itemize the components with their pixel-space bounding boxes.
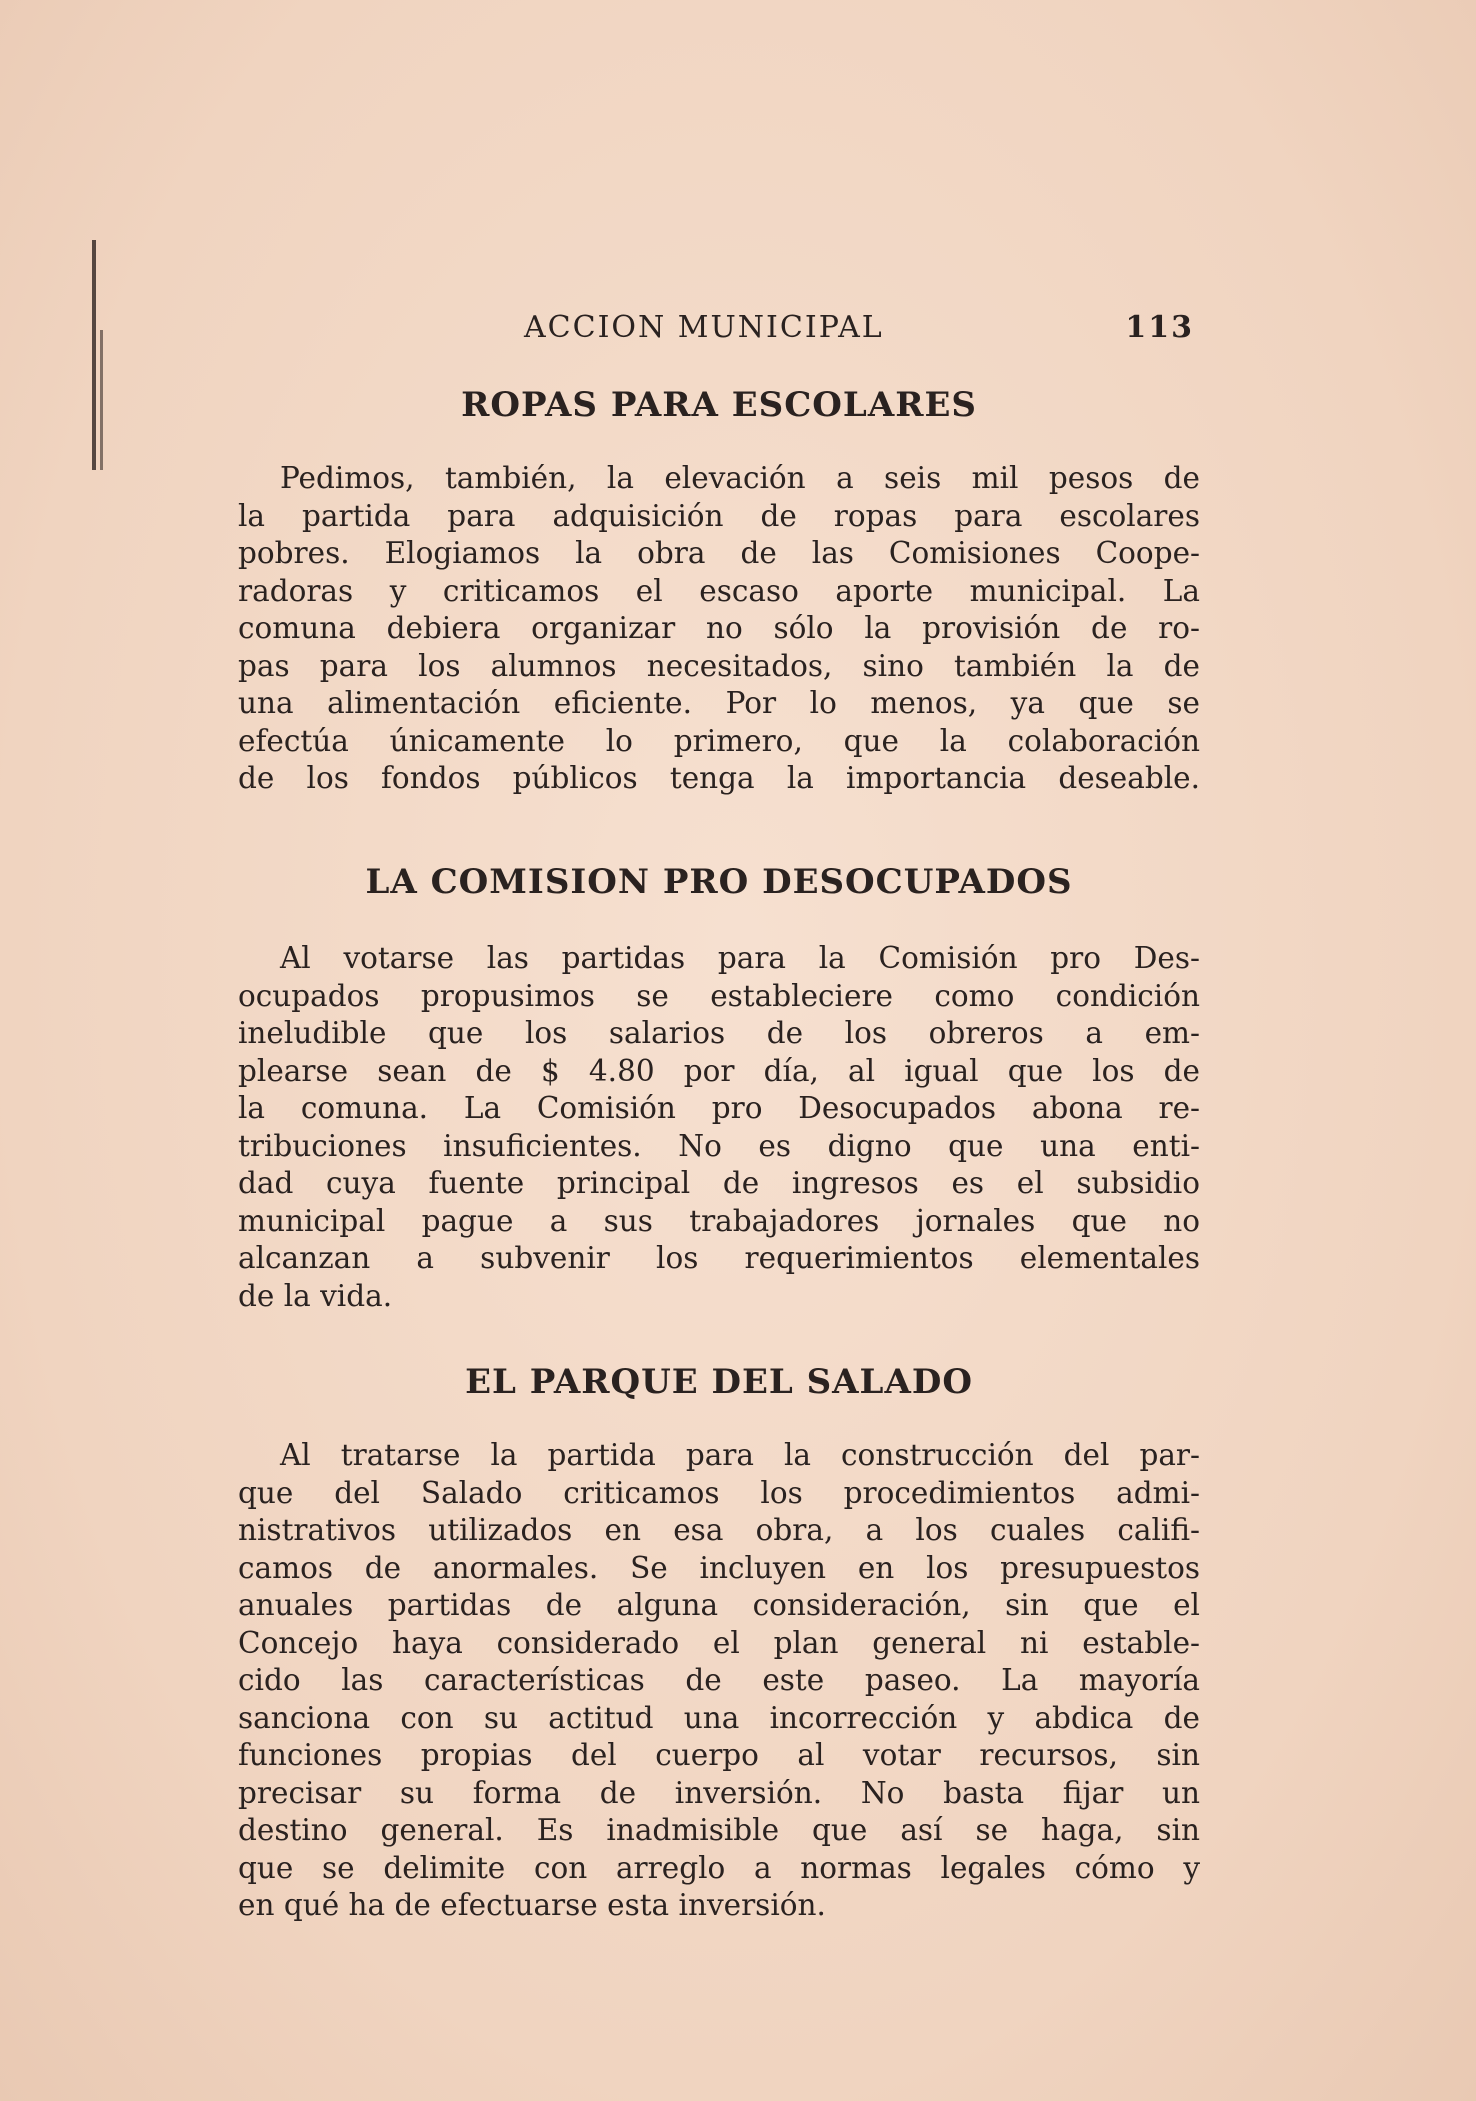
- section-heading: EL PARQUE DEL SALADO: [465, 1362, 973, 1402]
- text-line: Al votarse las partidas para la Comisión pro Des-: [280, 941, 1200, 975]
- text-line: municipal pague a sus trabajadores jornales que no: [238, 1203, 1200, 1238]
- text-line: en qué ha de efectuarse esta inversión.: [238, 1888, 826, 1922]
- text-line: plearse sean de $ 4.80 por día, al igual que los de: [238, 1053, 1200, 1088]
- text-line: ocupados propusimos se estableciere como condición: [238, 978, 1200, 1013]
- text-line: precisar su forma de inversión. No basta fijar un: [238, 1775, 1200, 1810]
- text-line: pas para los alumnos necesitados, sino también la de: [238, 648, 1200, 683]
- text-line: comuna debiera organizar no sólo la provisión de ro-: [238, 611, 1200, 645]
- text-line: la comuna. La Comisión pro Desocupados abona re-: [238, 1091, 1200, 1125]
- section-heading: ROPAS PARA ESCOLARES: [461, 385, 977, 425]
- text-line: tribuciones insuficientes. No es digno que una enti-: [238, 1128, 1200, 1163]
- section-paragraph: [238, 460, 1200, 798]
- text-line: Concejo haya considerado el plan general ni estable-: [238, 1625, 1200, 1660]
- section-paragraph: [238, 940, 1200, 1315]
- running-title: ACCION MUNICIPAL: [524, 310, 884, 345]
- section-heading: LA COMISION PRO DESOCUPADOS: [365, 862, 1073, 902]
- text-line: cido las características de este paseo. La mayoría: [238, 1663, 1200, 1697]
- text-line: nistrativos utilizados en esa obra, a los cuales califi-: [238, 1513, 1200, 1547]
- text-line: que del Salado criticamos los procedimientos admi-: [238, 1475, 1200, 1510]
- section-paragraph: [238, 1437, 1200, 1925]
- text-line: camos de anormales. Se incluyen en los presupuestos: [238, 1550, 1200, 1585]
- text-line: que se delimite con arreglo a normas legales cómo y: [238, 1850, 1200, 1885]
- text-line: la partida para adquisición de ropas para escolares: [238, 498, 1200, 533]
- text-line: una alimentación eficiente. Por lo menos, ya que se: [238, 686, 1200, 720]
- text-line: de los fondos públicos tenga la importancia deseable.: [238, 761, 1200, 795]
- text-line: dad cuya fuente principal de ingresos es el subsidio: [238, 1166, 1200, 1200]
- page-number: 113: [1125, 310, 1194, 345]
- text-line: Al tratarse la partida para la construcción del par-: [280, 1438, 1200, 1472]
- binding-shadow: [92, 240, 96, 470]
- binding-shadow: [100, 330, 103, 470]
- text-line: funciones propias del cuerpo al votar recursos, sin: [238, 1738, 1200, 1772]
- text-line: de la vida.: [238, 1278, 393, 1313]
- text-line: destino general. Es inadmisible que así se haga, sin: [238, 1813, 1200, 1847]
- running-header: [524, 310, 1194, 350]
- text-line: sanciona con su actitud una incorrección y abdica de: [238, 1700, 1200, 1735]
- text-line: pobres. Elogiamos la obra de las Comisiones Coope-: [238, 536, 1200, 570]
- text-line: anuales partidas de alguna consideración, sin que el: [238, 1588, 1200, 1622]
- text-line: radoras y criticamos el escaso aporte municipal. La: [238, 573, 1200, 608]
- text-line: efectúa únicamente lo primero, que la colaboración: [238, 723, 1200, 758]
- text-line: ineludible que los salarios de los obreros a em-: [238, 1016, 1200, 1050]
- text-line: alcanzan a subvenir los requerimientos elementales: [238, 1241, 1200, 1275]
- text-line: Pedimos, también, la elevación a seis mil pesos de: [280, 461, 1200, 495]
